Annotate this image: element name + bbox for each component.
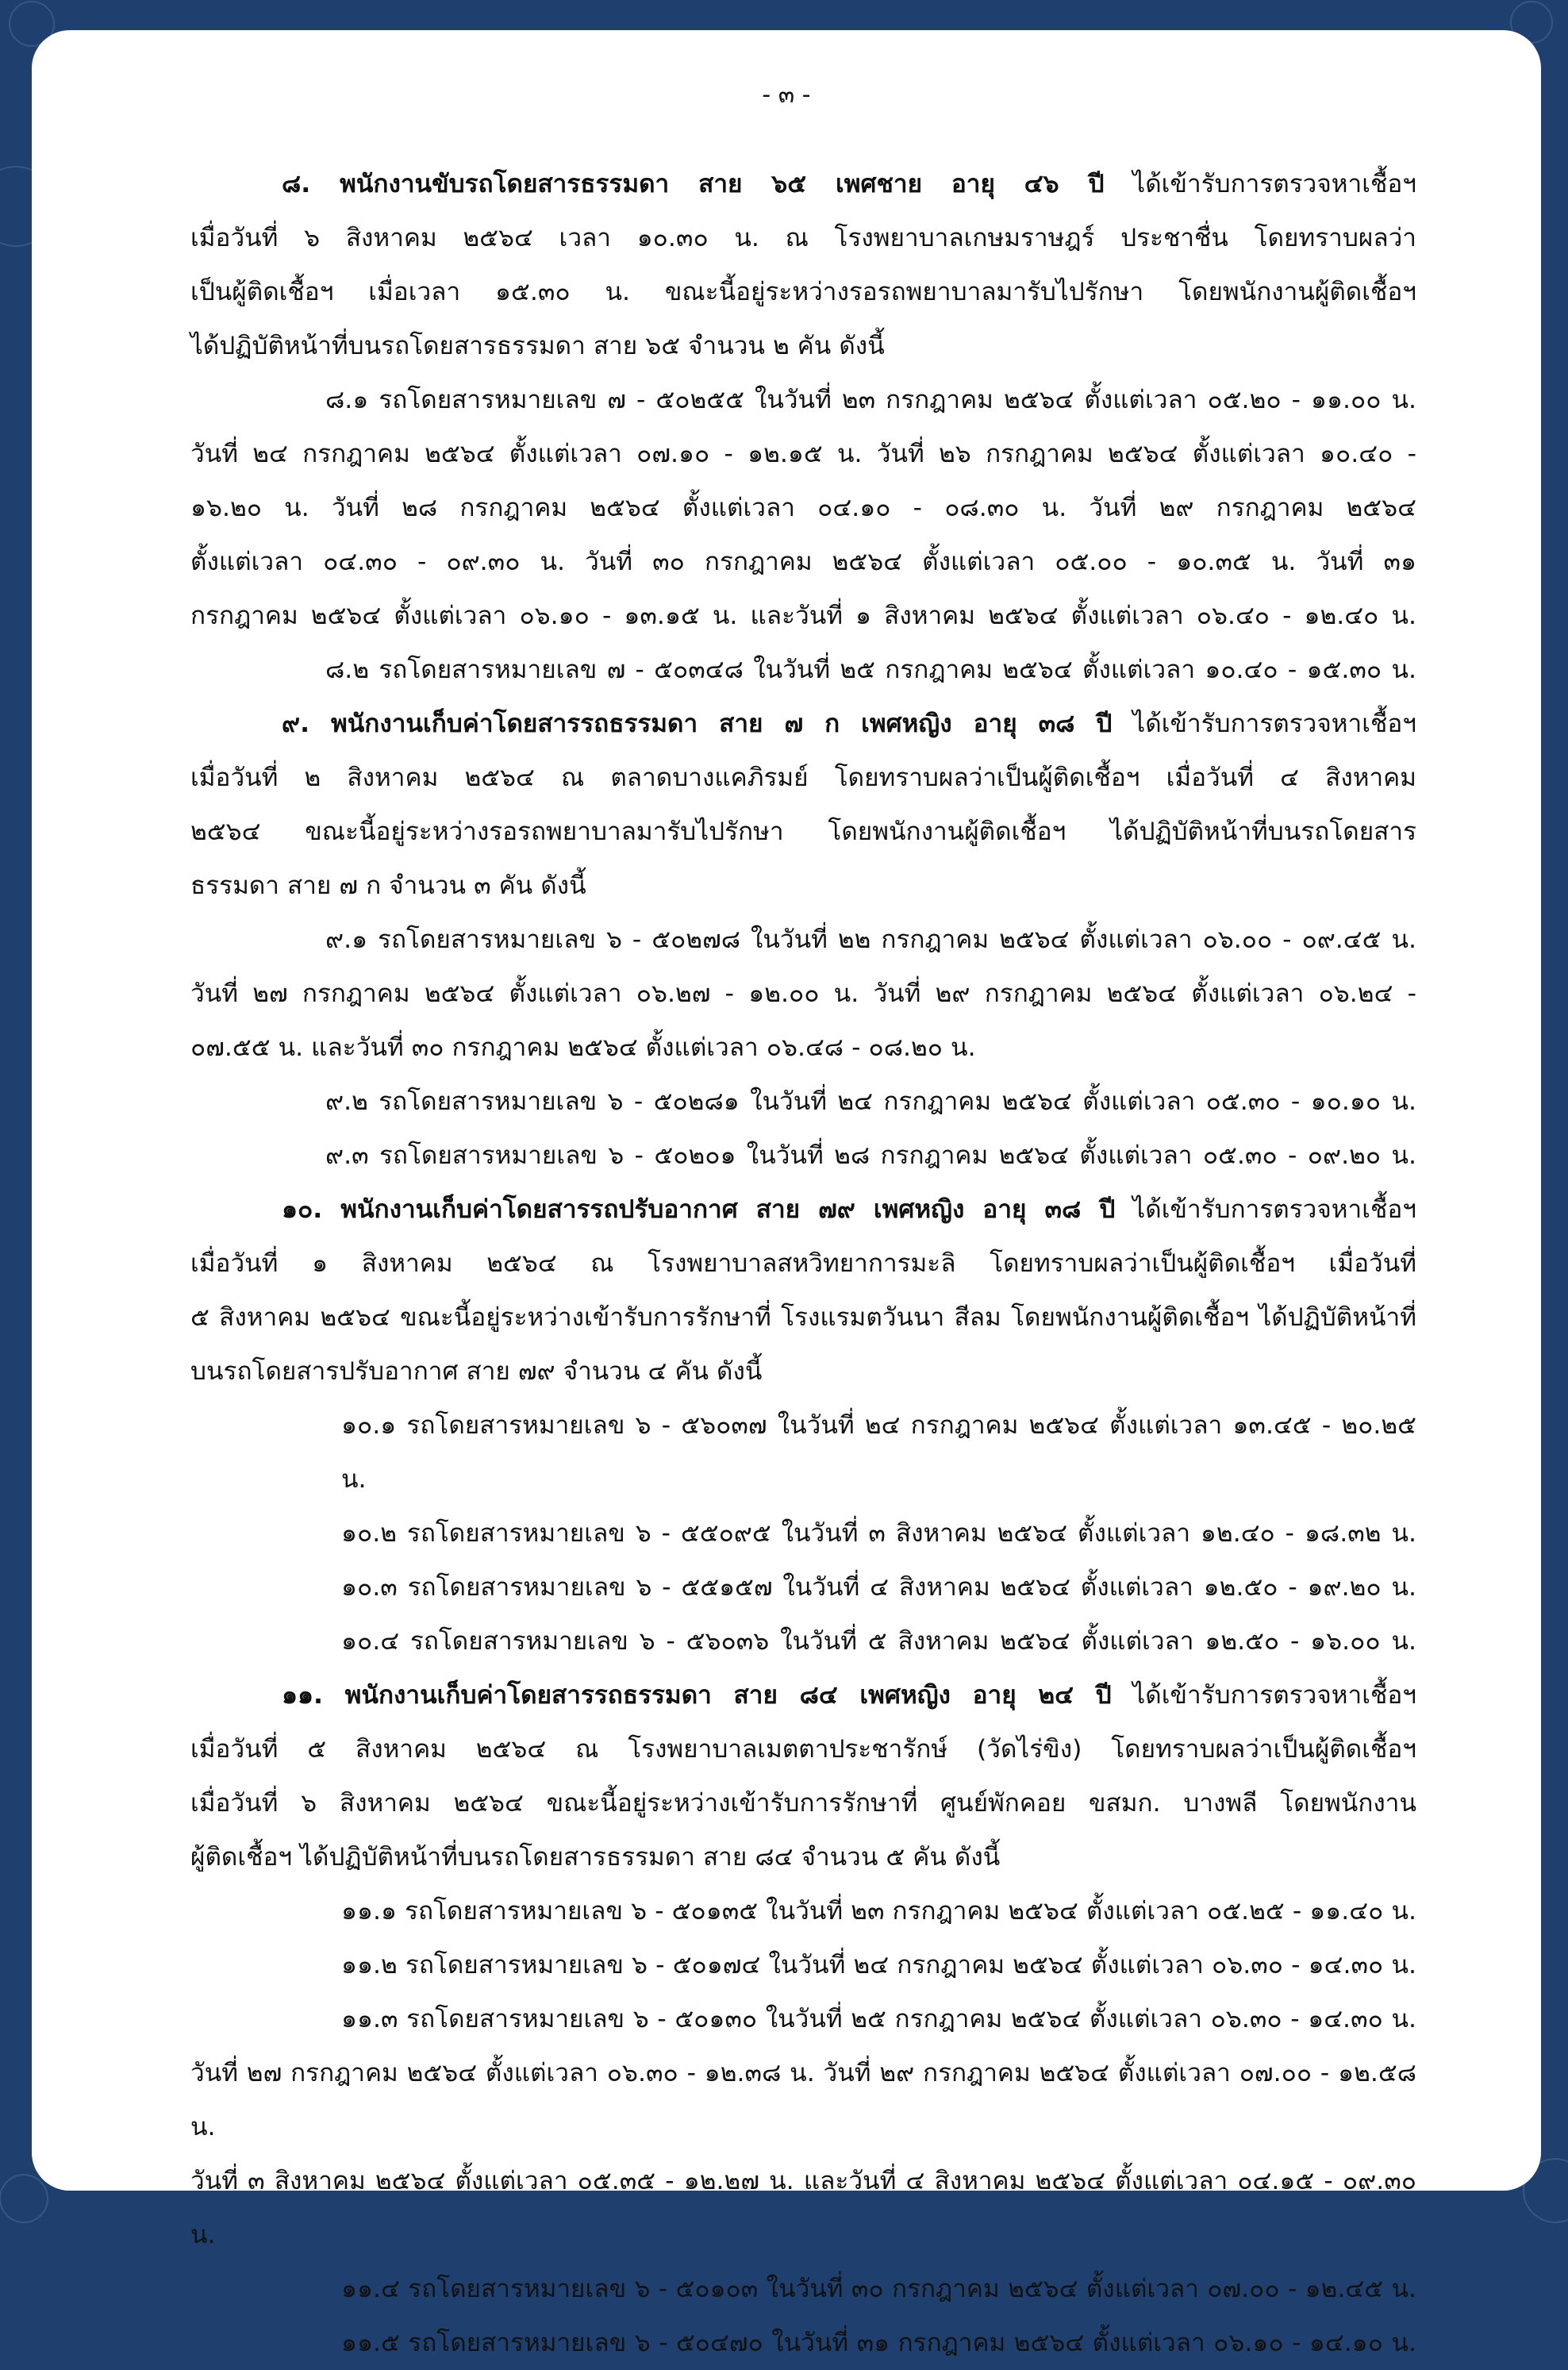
list-item-continuation: วันที่ ๒๗ กรกฎาคม ๒๕๖๔ ตั้งแต่เวลา ๐๖.๒๗ - ๑๒.๐๐ น. วันที่ ๒๙ กรกฎาคม ๒๕๖๔ ตั้งแต่เวลา ๐๖.๒๔ - (190, 979, 1416, 1008)
section-heading: ๑๐. พนักงานเก็บค่าโดยสารรถปรับอากาศ สาย ๗๙ เพศหญิง อายุ ๓๘ ปี (282, 1195, 1116, 1224)
section-intro-line: ๒๕๖๔ ขณะนี้อยู่ระหว่างรอรถพยาบาลมารับไปรักษา โดยพนักงานผู้ติดเชื้อฯ ได้ปฏิบัติหน้าที่บนรถโดยสาร (190, 818, 1416, 846)
list-item-continuation: ๑๖.๒๐ น. วันที่ ๒๘ กรกฎาคม ๒๕๖๔ ตั้งแต่เวลา ๐๔.๑๐ - ๐๘.๓๐ น. วันที่ ๒๙ กรกฎาคม ๒๕๖๔ (190, 494, 1416, 522)
section-intro-text: ได้เข้ารับการตรวจหาเชื้อฯ (1115, 1195, 1416, 1224)
list-item: ๙.๓ รถโดยสารหมายเลข ๖ - ๕๐๒๐๑ ในวันที่ ๒๘ กรกฎาคม ๒๕๖๔ ตั้งแต่เวลา ๐๕.๓๐ - ๐๙.๒๐ น. (325, 1141, 1416, 1170)
list-item-continuation: ตั้งแต่เวลา ๐๔.๓๐ - ๐๙.๓๐ น. วันที่ ๓๐ กรกฎาคม ๒๕๖๔ ตั้งแต่เวลา ๐๕.๐๐ - ๑๐.๓๕ น. วันที่ ๓๑ (190, 548, 1416, 576)
section-heading: ๘. พนักงานขับรถโดยสารธรรมดา สาย ๖๕ เพศชาย อายุ ๔๖ ปี (282, 170, 1105, 198)
section-intro-line: เมื่อวันที่ ๖ สิงหาคม ๒๕๖๔ ขณะนี้อยู่ระหว่างเข้ารับการรักษาที่ ศูนย์พักคอย ขสมก. บางพลี โดยพนักงาน (190, 1789, 1416, 1818)
document-page (32, 30, 1541, 2357)
list-item: ๑๑.๔ รถโดยสารหมายเลข ๖ - ๕๐๑๐๓ ในวันที่ ๓๐ กรกฎาคม ๒๕๖๔ ตั้งแต่เวลา ๐๗.๐๐ - ๑๒.๔๕ น. (341, 2275, 1416, 2303)
list-item-continuation: กรกฎาคม ๒๕๖๔ ตั้งแต่เวลา ๐๖.๑๐ - ๑๓.๑๕ น. และวันที่ ๑ สิงหาคม ๒๕๖๔ ตั้งแต่เวลา ๐๖.๔๐ - ๑๒.๔๐ น. (190, 602, 1416, 630)
section-intro-line: เมื่อวันที่ ๖ สิงหาคม ๒๕๖๔ เวลา ๑๐.๓๐ น. ณ โรงพยาบาลเกษมราษฎร์ ประชาชื่น โดยทราบผลว่า (190, 224, 1416, 252)
list-item: ๑๑.๓ รถโดยสารหมายเลข ๖ - ๕๐๑๓๐ ในวันที่ ๒๕ กรกฎาคม ๒๕๖๔ ตั้งแต่เวลา ๐๖.๓๐ - ๑๔.๓๐ น. (341, 2005, 1416, 2033)
section-intro-text: ได้เข้ารับการตรวจหาเชื้อฯ (1104, 170, 1416, 198)
list-item: ๑๐.๓ รถโดยสารหมายเลข ๖ - ๕๕๑๕๗ ในวันที่ ๔ สิงหาคม ๒๕๖๔ ตั้งแต่เวลา ๑๒.๕๐ - ๑๙.๒๐ น. (341, 1573, 1416, 1602)
section-intro-line: ได้ปฏิบัติหน้าที่บนรถโดยสารธรรมดา สาย ๖๕ จำนวน ๒ คัน ดังนี้ (190, 332, 885, 360)
section-intro-line: บนรถโดยสารปรับอากาศ สาย ๗๙ จำนวน ๔ คัน ดังนี้ (190, 1357, 763, 1386)
list-item: ๑๐.๔ รถโดยสารหมายเลข ๖ - ๕๖๐๓๖ ในวันที่ ๕ สิงหาคม ๒๕๖๔ ตั้งแต่เวลา ๑๒.๕๐ - ๑๖.๐๐ น. (341, 1627, 1416, 1656)
section-heading: ๙. พนักงานเก็บค่าโดยสารรถธรรมดา สาย ๗ ก เพศหญิง อายุ ๓๘ ปี (282, 710, 1113, 738)
section-heading: ๑๑. พนักงานเก็บค่าโดยสารรถธรรมดา สาย ๘๔ เพศหญิง อายุ ๒๔ ปี (282, 1681, 1112, 1710)
page-number: - ๓ - (762, 81, 811, 109)
section-intro-line: เมื่อวันที่ ๒ สิงหาคม ๒๕๖๔ ณ ตลาดบางแคภิรมย์ โดยทราบผลว่าเป็นผู้ติดเชื้อฯ เมื่อวันที่ ๔ สิงหาคม (190, 764, 1416, 792)
section-11 (190, 1668, 1416, 2370)
section-10 (190, 1183, 1416, 1668)
section-intro-line: ธรรมดา สาย ๗ ก จำนวน ๓ คัน ดังนี้ (190, 871, 586, 900)
list-item: ๘.๑ รถโดยสารหมายเลข ๗ - ๕๐๒๕๕ ในวันที่ ๒๓ กรกฎาคม ๒๕๖๔ ตั้งแต่เวลา ๐๕.๒๐ - ๑๑.๐๐ น. (325, 386, 1416, 414)
list-item-continuation: วันที่ ๒๔ กรกฎาคม ๒๕๖๔ ตั้งแต่เวลา ๐๗.๑๐ - ๑๒.๑๕ น. วันที่ ๒๖ กรกฎาคม ๒๕๖๔ ตั้งแต่เวลา ๑๐.๔๐ - (190, 440, 1416, 468)
document-body (190, 157, 1416, 2370)
list-item: ๘.๒ รถโดยสารหมายเลข ๗ - ๕๐๓๔๘ ในวันที่ ๒๕ กรกฎาคม ๒๕๖๔ ตั้งแต่เวลา ๑๐.๔๐ - ๑๕.๓๐ น. (325, 656, 1416, 684)
list-item: ๑๑.๑ รถโดยสารหมายเลข ๖ - ๕๐๑๓๕ ในวันที่ ๒๓ กรกฎาคม ๒๕๖๔ ตั้งแต่เวลา ๐๕.๒๕ - ๑๑.๔๐ น. (341, 1897, 1416, 1926)
section-intro-line: เมื่อวันที่ ๑ สิงหาคม ๒๕๖๔ ณ โรงพยาบาลสหวิทยาการมะลิ โดยทราบผลว่าเป็นผู้ติดเชื้อฯ เมื่อวันที่ (190, 1249, 1416, 1278)
list-item: ๑๑.๒ รถโดยสารหมายเลข ๖ - ๕๐๑๗๔ ในวันที่ ๒๔ กรกฎาคม ๒๕๖๔ ตั้งแต่เวลา ๐๖.๓๐ - ๑๔.๓๐ น. (341, 1951, 1416, 1979)
section-intro-line: เมื่อวันที่ ๕ สิงหาคม ๒๕๖๔ ณ โรงพยาบาลเมตตาประชารักษ์ (วัดไร่ขิง) โดยทราบผลว่าเป็นผู้ติดเชื้อฯ (190, 1735, 1416, 1764)
list-item: ๑๐.๑ รถโดยสารหมายเลข ๖ - ๕๖๐๓๗ ในวันที่ ๒๔ กรกฎาคม ๒๕๖๔ ตั้งแต่เวลา ๑๓.๔๕ - ๒๐.๒๕ น. (341, 1411, 1416, 1494)
list-item: ๑๑.๕ รถโดยสารหมายเลข ๖ - ๕๐๔๗๐ ในวันที่ ๓๑ กรกฎาคม ๒๕๖๔ ตั้งแต่เวลา ๐๖.๑๐ - ๑๔.๑๐ น. (341, 2329, 1416, 2357)
section-intro-line: เป็นผู้ติดเชื้อฯ เมื่อเวลา ๑๕.๓๐ น. ขณะนี้อยู่ระหว่างรอรถพยาบาลมารับไปรักษา โดยพนักงานผู้ติดเชื้อฯ (190, 278, 1416, 306)
section-intro-line: ๕ สิงหาคม ๒๕๖๔ ขณะนี้อยู่ระหว่างเข้ารับการรักษาที่ โรงแรมตวันนา สีลม โดยพนักงานผู้ติดเชื้อฯ ได้ปฏิบัติหน้าที่ (190, 1303, 1416, 1332)
section-intro-text: ได้เข้ารับการตรวจหาเชื้อฯ (1111, 1681, 1416, 1710)
list-item-continuation: วันที่ ๓ สิงหาคม ๒๕๖๔ ตั้งแต่เวลา ๐๕.๓๕ - ๑๒.๒๗ น. และวันที่ ๔ สิงหาคม ๒๕๖๔ ตั้งแต่เวลา ๐๔.๑๕ - ๐๙.๓๐ น. (190, 2167, 1416, 2249)
list-item-continuation: ๐๗.๕๕ น. และวันที่ ๓๐ กรกฎาคม ๒๕๖๔ ตั้งแต่เวลา ๐๖.๔๘ - ๐๘.๒๐ น. (190, 1033, 976, 1062)
list-item: ๙.๑ รถโดยสารหมายเลข ๖ - ๕๐๒๗๘ ในวันที่ ๒๒ กรกฎาคม ๒๕๖๔ ตั้งแต่เวลา ๐๖.๐๐ - ๐๙.๔๕ น. (325, 925, 1416, 954)
section-8 (190, 157, 1416, 697)
list-item: ๑๐.๒ รถโดยสารหมายเลข ๖ - ๕๕๐๙๕ ในวันที่ ๓ สิงหาคม ๒๕๖๔ ตั้งแต่เวลา ๑๒.๔๐ - ๑๘.๓๒ น. (341, 1519, 1416, 1548)
list-item: ๙.๒ รถโดยสารหมายเลข ๖ - ๕๐๒๘๑ ในวันที่ ๒๔ กรกฎาคม ๒๕๖๔ ตั้งแต่เวลา ๐๕.๓๐ - ๑๐.๑๐ น. (325, 1087, 1416, 1116)
section-intro-text: ได้เข้ารับการตรวจหาเชื้อฯ (1112, 710, 1416, 738)
section-9 (190, 697, 1416, 1183)
section-intro-line: ผู้ติดเชื้อฯ ได้ปฏิบัติหน้าที่บนรถโดยสารธรรมดา สาย ๘๔ จำนวน ๕ คัน ดังนี้ (190, 1843, 1001, 1872)
list-item-continuation: วันที่ ๒๗ กรกฎาคม ๒๕๖๔ ตั้งแต่เวลา ๐๖.๓๐ - ๑๒.๓๘ น. วันที่ ๒๙ กรกฎาคม ๒๕๖๔ ตั้งแต่เวลา ๐๗.๐๐ - ๑๒.๕๘ น. (190, 2059, 1416, 2141)
